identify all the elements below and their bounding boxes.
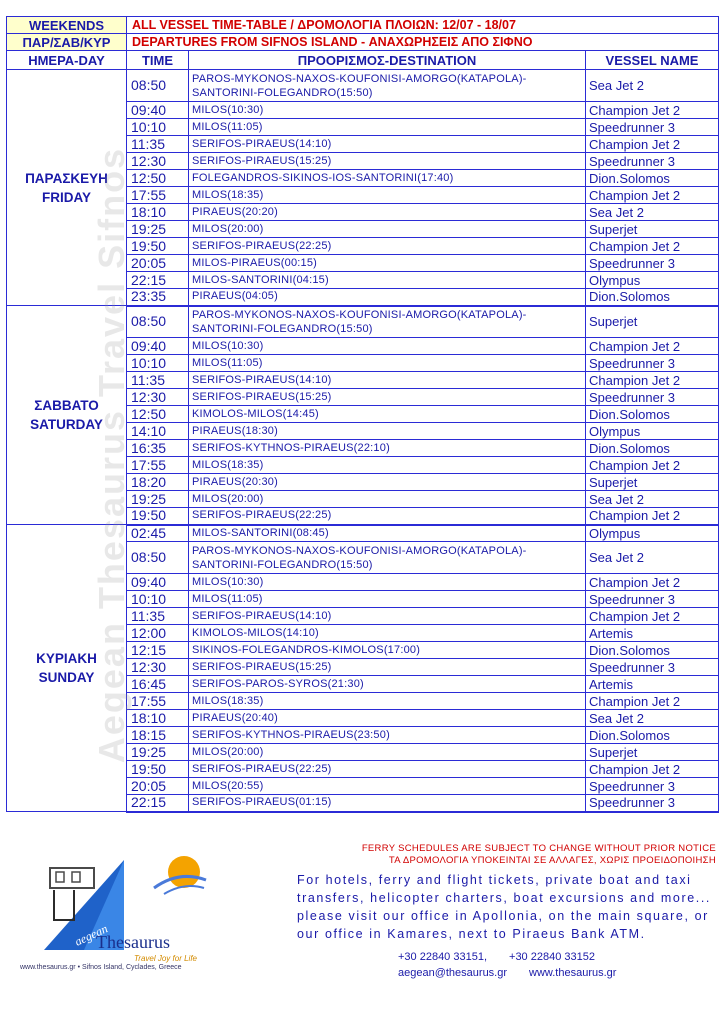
- departure-time: 19:25: [127, 491, 189, 508]
- schedule-notice: [362, 843, 716, 867]
- departure-time: 10:10: [127, 591, 189, 608]
- day-cell: [7, 306, 127, 525]
- column-header-row: [7, 51, 719, 70]
- email-link[interactable]: aegean@thesaurus.gr: [398, 967, 508, 979]
- column-header-day: ΗΜΕΡΑ-DAY: [7, 51, 127, 70]
- departure-time: 12:00: [127, 625, 189, 642]
- vessel-name: Superjet: [586, 221, 719, 238]
- destination: FOLEGANDROS-SIKINOS-IOS-SANTORINI(17:40): [189, 170, 586, 187]
- departure-time: 11:35: [127, 136, 189, 153]
- web-row: [398, 965, 616, 981]
- vessel-name: Superjet: [586, 744, 719, 761]
- logo-url-line: www.thesaurus.gr • Sifnos Island, Cyclades, Greece: [20, 964, 182, 971]
- departure-time: 19:50: [127, 761, 189, 778]
- column-header-vessel: VESSEL NAME: [586, 51, 719, 70]
- day-label-english: SATURDAY: [30, 417, 103, 432]
- weekend-days-label: ΠΑΡ/ΣΑΒ/ΚΥΡ: [7, 34, 127, 51]
- destination: MILOS(11:05): [189, 355, 586, 372]
- destination: MILOS(20:00): [189, 744, 586, 761]
- contact-block: [398, 949, 616, 981]
- vessel-name: Sea Jet 2: [586, 710, 719, 727]
- departure-time: 10:10: [127, 355, 189, 372]
- departure-time: 17:55: [127, 457, 189, 474]
- vessel-name: Champion Jet 2: [586, 457, 719, 474]
- departure-time: 14:10: [127, 423, 189, 440]
- day-cell: [7, 70, 127, 306]
- destination: MILOS(18:35): [189, 457, 586, 474]
- destination: MILOS(20:00): [189, 491, 586, 508]
- destination: SERIFOS-PIRAEUS(14:10): [189, 136, 586, 153]
- vessel-name: Champion Jet 2: [586, 338, 719, 355]
- destination: PAROS-MYKONOS-NAXOS-KOUFONISI-AMORGO(KATAPOLA)-SANTORINI-FOLEGANDRO(15:50): [189, 70, 586, 102]
- destination: PIRAEUS(20:40): [189, 710, 586, 727]
- departure-time: 12:30: [127, 153, 189, 170]
- destination: MILOS(20:00): [189, 221, 586, 238]
- day-label-english: FRIDAY: [41, 189, 91, 205]
- day-label-greek: ΣΑΒΒΑΤΟ: [34, 398, 99, 413]
- vessel-name: Speedrunner 3: [586, 591, 719, 608]
- destination: SERIFOS-PIRAEUS(15:25): [189, 153, 586, 170]
- vessel-name: Speedrunner 3: [586, 389, 719, 406]
- watermark-text: Aegean Thesaurus Travel Sifnos: [91, 146, 132, 764]
- departure-time: 18:10: [127, 710, 189, 727]
- timetable-subtitle: DEPARTURES FROM SIFNOS ISLAND - ΑΝΑΧΩΡΗΣΕΙΣ ΑΠΟ ΣΙΦΝΟ: [127, 34, 719, 51]
- destination: MILOS(10:30): [189, 574, 586, 591]
- vessel-name: Champion Jet 2: [586, 187, 719, 204]
- destination: SERIFOS-PIRAEUS(15:25): [189, 389, 586, 406]
- vessel-name: Sea Jet 2: [586, 491, 719, 508]
- destination: MILOS(20:55): [189, 778, 586, 795]
- destination: MILOS-SANTORINI(04:15): [189, 272, 586, 289]
- vessel-name: Dion.Solomos: [586, 170, 719, 187]
- departure-time: 09:40: [127, 102, 189, 119]
- vessel-name: Sea Jet 2: [586, 542, 719, 574]
- notice-line-en: FERRY SCHEDULES ARE SUBJECT TO CHANGE WITHOUT PRIOR NOTICE: [361, 843, 716, 854]
- destination: MILOS-SANTORINI(08:45): [189, 525, 586, 542]
- departure-time: 17:55: [127, 187, 189, 204]
- vessel-name: Speedrunner 3: [586, 153, 719, 170]
- vessel-name: Sea Jet 2: [586, 70, 719, 102]
- vessel-name: Dion.Solomos: [586, 406, 719, 423]
- departure-time: 18:15: [127, 727, 189, 744]
- vessel-name: Dion.Solomos: [586, 440, 719, 457]
- departure-time: 19:50: [127, 238, 189, 255]
- departure-time: 20:05: [127, 778, 189, 795]
- destination: MILOS(18:35): [189, 693, 586, 710]
- schedule-row: [7, 70, 719, 102]
- departure-time: 02:45: [127, 525, 189, 542]
- header-row-2: [7, 34, 719, 51]
- vessel-name: Speedrunner 3: [586, 659, 719, 676]
- departure-time: 08:50: [127, 306, 189, 338]
- vessel-name: Champion Jet 2: [586, 574, 719, 591]
- departure-time: 22:15: [127, 272, 189, 289]
- destination: PAROS-MYKONOS-NAXOS-KOUFONISI-AMORGO(KATAPOLA)-SANTORINI-FOLEGANDRO(15:50): [189, 306, 586, 338]
- destination: MILOS(11:05): [189, 119, 586, 136]
- vessel-name: Dion.Solomos: [586, 289, 719, 306]
- vessel-name: Olympus: [586, 423, 719, 440]
- destination: SERIFOS-PIRAEUS(14:10): [189, 372, 586, 389]
- timetable-title: ALL VESSEL TIME-TABLE / ΔΡΟΜΟΛΟΓΙΑ ΠΛΟΙΩΝ: 12/07 - 18/07: [127, 17, 719, 34]
- vessel-name: Champion Jet 2: [586, 693, 719, 710]
- departure-time: 10:10: [127, 119, 189, 136]
- vessel-name: Speedrunner 3: [586, 119, 719, 136]
- vessel-name: Artemis: [586, 625, 719, 642]
- vessel-name: Speedrunner 3: [586, 255, 719, 272]
- destination: PAROS-MYKONOS-NAXOS-KOUFONISI-AMORGO(KATAPOLA)-SANTORINI-FOLEGANDRO(15:50): [189, 542, 586, 574]
- phone-1: +30 22840 33151,: [398, 951, 488, 963]
- vessel-name: Dion.Solomos: [586, 642, 719, 659]
- destination: MILOS(11:05): [189, 591, 586, 608]
- departure-time: 11:35: [127, 372, 189, 389]
- departure-time: 12:30: [127, 389, 189, 406]
- column-header-time: TIME: [127, 51, 189, 70]
- destination: SERIFOS-PIRAEUS(22:25): [189, 761, 586, 778]
- vessel-name: Speedrunner 3: [586, 355, 719, 372]
- destination: MILOS(10:30): [189, 102, 586, 119]
- departure-time: 08:50: [127, 542, 189, 574]
- vessel-name: Olympus: [586, 272, 719, 289]
- departure-time: 09:40: [127, 574, 189, 591]
- header-row-1: [7, 17, 719, 34]
- destination: SERIFOS-PIRAEUS(01:15): [189, 795, 586, 812]
- vessel-name: Champion Jet 2: [586, 102, 719, 119]
- departure-time: 19:50: [127, 508, 189, 525]
- office-info-text: For hotels, ferry and flight tickets, private boat and taxi transfers, helicopter charters, boat excursions and more... please visit our office in Apollonia, on the main square, or our office in Kamares, next to Piraeus Bank ATM.: [297, 873, 711, 941]
- vessel-name: Superjet: [586, 474, 719, 491]
- departure-time: 23:35: [127, 289, 189, 306]
- departure-time: 20:05: [127, 255, 189, 272]
- destination: MILOS(10:30): [189, 338, 586, 355]
- timetable: [6, 16, 719, 813]
- schedule-row: [7, 306, 719, 338]
- vessel-name: Dion.Solomos: [586, 727, 719, 744]
- phone-row: [398, 949, 616, 965]
- destination: MILOS-PIRAEUS(00:15): [189, 255, 586, 272]
- vessel-name: Champion Jet 2: [586, 136, 719, 153]
- vessel-name: Superjet: [586, 306, 719, 338]
- destination: PIRAEUS(20:20): [189, 204, 586, 221]
- vessel-name: Champion Jet 2: [586, 372, 719, 389]
- destination: SERIFOS-PAROS-SYROS(21:30): [189, 676, 586, 693]
- column-header-destination: ΠΡΟΟΡΙΣΜΟΣ-DESTINATION: [189, 51, 586, 70]
- vessel-name: Champion Jet 2: [586, 608, 719, 625]
- departure-time: 16:35: [127, 440, 189, 457]
- destination: PIRAEUS(04:05): [189, 289, 586, 306]
- destination: PIRAEUS(20:30): [189, 474, 586, 491]
- departure-time: 12:50: [127, 170, 189, 187]
- vessel-name: Champion Jet 2: [586, 761, 719, 778]
- vessel-name: Champion Jet 2: [586, 508, 719, 525]
- destination: SERIFOS-PIRAEUS(22:25): [189, 508, 586, 525]
- vessel-name: Artemis: [586, 676, 719, 693]
- destination: MILOS(18:35): [189, 187, 586, 204]
- day-label-english: SUNDAY: [38, 670, 95, 685]
- day-cell: [7, 525, 127, 812]
- day-label-greek: ΠΑΡΑΣΚΕΥΗ: [25, 170, 108, 186]
- destination: KIMOLOS-MILOS(14:10): [189, 625, 586, 642]
- departure-time: 12:30: [127, 659, 189, 676]
- vessel-name: Champion Jet 2: [586, 238, 719, 255]
- weekends-label: WEEKENDS: [7, 17, 127, 34]
- departure-time: 16:45: [127, 676, 189, 693]
- departure-time: 22:15: [127, 795, 189, 812]
- destination: SERIFOS-PIRAEUS(14:10): [189, 608, 586, 625]
- departure-time: 18:20: [127, 474, 189, 491]
- destination: SIKINOS-FOLEGANDROS-KIMOLOS(17:00): [189, 642, 586, 659]
- day-label-greek: ΚΥΡΙΑΚΗ: [36, 651, 97, 666]
- phone-2: +30 22840 33152: [509, 951, 595, 963]
- departure-time: 09:40: [127, 338, 189, 355]
- vessel-name: Speedrunner 3: [586, 795, 719, 812]
- departure-time: 19:25: [127, 221, 189, 238]
- vessel-name: Sea Jet 2: [586, 204, 719, 221]
- departure-time: 12:50: [127, 406, 189, 423]
- departure-time: 18:10: [127, 204, 189, 221]
- destination: SERIFOS-KYTHNOS-PIRAEUS(23:50): [189, 727, 586, 744]
- destination: SERIFOS-KYTHNOS-PIRAEUS(22:10): [189, 440, 586, 457]
- notice-line-gr: ΤΑ ΔΡΟΜΟΛΟΓΙΑ ΥΠΟΚΕΙΝΤΑΙ ΣΕ ΑΛΛΑΓΕΣ, ΧΩΡΙΣ ΠΡΟΕΙΔΟΠΟΙΗΣΗ: [388, 855, 716, 866]
- logo-brand: Thesaurus: [96, 932, 170, 952]
- departure-time: 11:35: [127, 608, 189, 625]
- destination: SERIFOS-PIRAEUS(15:25): [189, 659, 586, 676]
- destination: SERIFOS-PIRAEUS(22:25): [189, 238, 586, 255]
- logo-script: aegean: [72, 921, 110, 949]
- departure-time: 12:15: [127, 642, 189, 659]
- vessel-name: Olympus: [586, 525, 719, 542]
- logo-tagline: Travel Joy for Life: [134, 954, 197, 963]
- vessel-name: Speedrunner 3: [586, 778, 719, 795]
- destination: PIRAEUS(18:30): [189, 423, 586, 440]
- departure-time: 08:50: [127, 70, 189, 102]
- destination: KIMOLOS-MILOS(14:45): [189, 406, 586, 423]
- schedule-row: [7, 525, 719, 542]
- website-link[interactable]: www.thesaurus.gr: [529, 967, 617, 979]
- departure-time: 19:25: [127, 744, 189, 761]
- thesaurus-logo: [14, 850, 214, 980]
- departure-time: 17:55: [127, 693, 189, 710]
